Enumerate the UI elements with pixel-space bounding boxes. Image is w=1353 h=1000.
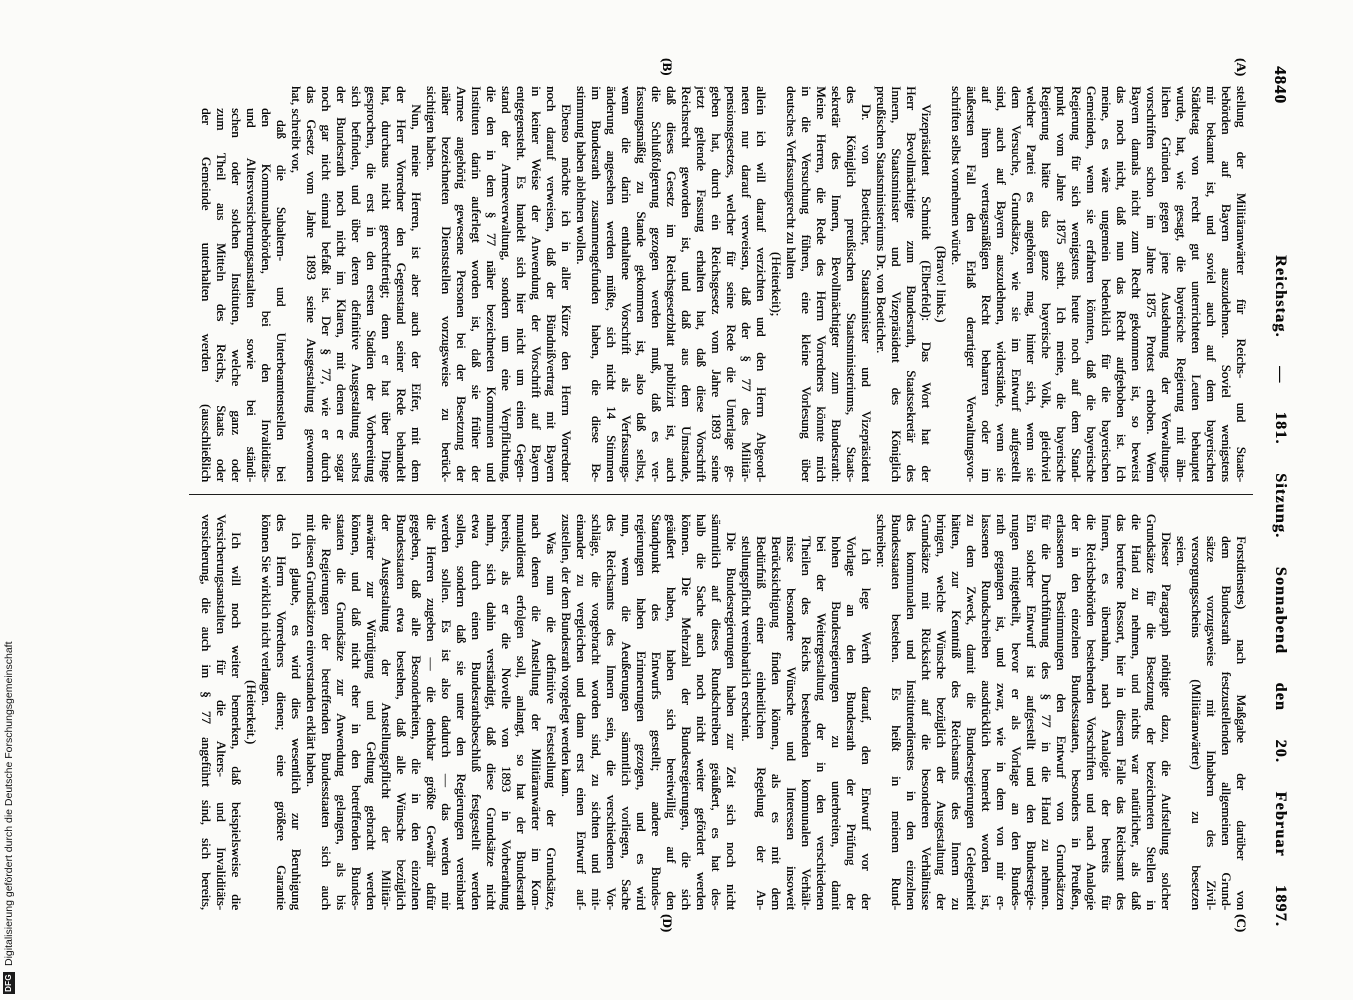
text-line: im Bundesrath zusammengefunden haben, die diese Be-	[589, 86, 604, 482]
text-line: bringen, welche Wünsche bezüglich der Ausgestaltung der	[934, 514, 949, 910]
paragraph	[874, 86, 934, 482]
text-line: das Gesetz vom Jahre 1893 seine Ausgestaltung gewonnen	[304, 86, 319, 482]
margin-mark-c: (C)	[1234, 914, 1249, 933]
text-line: punkt vom Jahre 1875 steht. Ich meine, die bayerische	[1054, 86, 1069, 482]
text-line: zustellen, der dem Bundesrath vorgelegt werden kann.	[559, 514, 574, 797]
text-line: Theilen des Reichs bestehenden kommunalen Verhält-	[799, 536, 814, 910]
text-line: deutsches Verfassungsrecht zu halten	[784, 86, 799, 279]
stage-direction: (Heiterkeit);	[769, 251, 784, 317]
text-line: des Königlich preußischen Staatsministeriums, Staats-	[844, 86, 859, 482]
text-line: gegeben, daß alle Besonderheiten, die in den einzelnen	[409, 514, 424, 910]
text-line: Ich lege Werth darauf, den Entwurf vor der	[859, 548, 874, 910]
text-line: wenn die darin enthaltene Vorschrift als Verfassungs-	[619, 86, 634, 482]
text-line: zu dem Zweck, damit die Bundesregierungen Gelegenheit	[964, 514, 979, 910]
text-line: Grundsätze für die Besetzung der bezeichneten Stellen in	[1144, 514, 1159, 910]
text-line: Städtetag von recht gut unterrichteten Leuten behauptet	[1189, 86, 1204, 482]
text-line: daß die Subaltern- und Unterbeamtenstellen bei	[274, 120, 289, 482]
text-line: mir bekannt ist, und soviel auch auf dem bayerischen	[1204, 86, 1219, 482]
paragraph	[874, 514, 1174, 910]
text-line: den Kommunalbehörden, bei den Invaliditäts-	[259, 108, 274, 482]
text-line: welcher Partei es angehören mag, hinter sich, wenn sie	[1024, 86, 1039, 482]
text-line: Herr Bevollmächtigte zum Bundesrath, Staatssekretär des	[904, 86, 919, 482]
text-line: Grundsätze mit Rücksicht auf die besonderen Verhältnisse	[919, 514, 934, 910]
text-line: sollen, sondern daß sie unter den Regierungen vereinbart	[454, 514, 469, 910]
credit-text: Digitalisierung gefördert durch die Deutsche Forschungsgemeinschaft	[3, 641, 15, 966]
page-number: 4840	[1271, 66, 1290, 104]
text-line: Ein solcher Entwurf ist aufgestellt und den Bundesregie-	[1024, 514, 1039, 910]
text-line: behörden auf Bayern auszudehnen. Soviel wenigstens	[1219, 86, 1234, 482]
text-line: werden sollen. Es ist also dadurch — das werden mir	[439, 514, 454, 910]
column-divider	[189, 494, 1253, 495]
paragraph	[259, 514, 304, 910]
text-line: Dr. von Boetticher, Staatsminister und Vizepräsident	[859, 104, 874, 482]
paragraph	[289, 86, 424, 482]
text-line: das noch nicht, daß nun das Recht aufgehoben ist. Ich	[1114, 86, 1129, 482]
text-line: preußischen Staatsministeriums Dr. von Boetticher.	[874, 86, 889, 354]
text-line: etwa durch einen Bundesrathsbeschluß festgestellt werden	[469, 514, 484, 910]
text-line: Innern, es übernahm, nach Analogie der bereits für	[1099, 514, 1114, 910]
text-line: Berücksichtigung finden können, als es mit dem	[769, 536, 784, 910]
text-line: nisse besondere Wünsche und Interessen insoweit	[784, 536, 799, 910]
text-line: versicherung, die auch im § 77 angeführt sind, sich bereits,	[199, 514, 214, 910]
paragraph	[304, 514, 559, 910]
paragraph	[424, 86, 574, 482]
text-line: einander zu vergleichen und dann erst einen Entwurf auf-	[574, 514, 589, 910]
text-line: Instituten darin auferlegt worden ist, daß sie früher der	[469, 86, 484, 482]
text-line: Standpunkt des Entwurfs gestellt; andere Bundes-	[649, 514, 664, 910]
text-line: der Bundesrath noch nicht im Klaren, mit denen er sogar	[334, 86, 349, 482]
text-line: Vizepräsident Schmidt (Elberfeld): Das Wort hat der	[919, 104, 934, 482]
text-line: munaldienst erfolgen soll, anlangt, so hat der Bundesrath	[514, 514, 529, 910]
text-line: Gemeinden, wenn sie erfahren könnten, daß die bayerische	[1084, 86, 1099, 482]
text-line: sichtigen haben.	[424, 86, 439, 171]
text-line: stand der Armeeverwaltung, sondern um eine Verpflichtung,	[499, 86, 514, 482]
text-line: die Hand zu nehmen, und nichts war natürlicher, als daß	[1129, 514, 1144, 910]
text-line: noch gar nicht einmal befaßt ist. Der § 77, wie er durch	[319, 86, 334, 482]
text-line: des Reichsamts des Innern sein, die verschiedenen Vor-	[604, 514, 619, 910]
text-line: Bundesstaaten etwa bestehen, daß alle Wünsche bezüglich	[394, 514, 409, 910]
text-line: geben hat, durch ein Reichsgesetz vom Jahre 1893 seine	[709, 86, 724, 482]
running-title: Reichstag. — 181. Sitzung. Sonnabend den 20. Februar 1897.	[1272, 255, 1289, 927]
left-column	[199, 86, 1249, 482]
text-line: änderung angesehen werden müßte, sich nicht 14 Stimmen	[604, 86, 619, 482]
text-line: bei der Weitergestaltung der in den verschiedenen	[814, 536, 829, 910]
margin-mark-b: (B)	[660, 58, 675, 76]
text-line: Versicherungsanstalten für die Alters- und Invaliditäts-	[214, 514, 229, 910]
text-line: noch darauf verweisen, daß der Bündnißvertrag mit Bayern	[544, 86, 559, 482]
text-line: regierungen haben Erinnerungen gezogen, und es wird	[634, 514, 649, 910]
text-line: sekretär des Innern, Bevollmächtigter zum Bundesrath:	[829, 86, 844, 482]
text-line: Ebenso möchte ich in aller Kürze den Herrn Vorredner	[559, 104, 574, 482]
text-line: sich befinden, und über deren definitive Ausgestaltung selbst	[349, 86, 364, 482]
text-line: der in den einzelnen Bundesstaaten, besonders in Preußen,	[1069, 514, 1084, 910]
text-line: entgegensteht. Es handelt sich hier nicht um einen Gegen-	[514, 86, 529, 482]
text-line: Dieser Paragraph nöthigte dazu, die Aufstellung solcher	[1159, 532, 1174, 910]
text-line: auf ihrem vertragsmäßigen Recht beharren oder im	[979, 86, 994, 482]
text-line: schläge, die vorgebracht worden sind, zu sichten und mit-	[589, 514, 604, 910]
text-line: Was nun die definitive Feststellung der Grundsätze,	[544, 532, 559, 910]
paragraph	[784, 86, 874, 482]
text-line: Forstdienstes) nach Maßgabe der darüber von	[1234, 536, 1249, 910]
text-line: daß dieses Gesetz im Reichsgesetzblatt publizirt ist, auch	[664, 86, 679, 482]
text-line: nun, wenn die Aeußerungen sämmtlich vorliegen, Sache	[619, 514, 634, 910]
text-line: mit diesen Grundsätzen einverstanden erklärt haben.	[304, 514, 319, 787]
paragraph	[949, 86, 1249, 482]
text-line: die Schlußfolgerung gezogen werden muß, daß es ver-	[649, 86, 664, 482]
text-line: für die Durchführung des § 77 in die Hand zu nehmen.	[1039, 514, 1054, 910]
text-line: fassungsmäßig zu Stande gekommen ist, also daß selbst,	[634, 86, 649, 482]
text-line: in keiner Weise der Anwendung der Vorschrift auf Bayern	[529, 86, 544, 482]
paragraph	[199, 514, 244, 910]
text-line: erlassenen Bestimmungen den Entwurf von Grundsätzen	[1054, 514, 1069, 910]
text-line: Reichsrecht geworden ist, und daß aus dem Umstande,	[679, 86, 694, 482]
text-line: Die Bundesregierungen haben zur Zeit sich noch nicht	[724, 532, 739, 910]
text-line: stellungspflicht vereinbarlich erscheint.	[739, 536, 754, 742]
text-line: anwärter zur Würdigung und Geltung gebracht werden	[364, 514, 379, 910]
text-line: geäußert haben, haben sich bereitwillig auf den	[664, 514, 679, 910]
text-line: bereits, als er die Novelle von 1893 in Vorberathung	[499, 514, 514, 910]
stage-direction: (Heiterkeit.)	[244, 680, 259, 744]
text-line: wurde, hat, wie gesagt, die bayerische Regierung mit ähn-	[1174, 86, 1189, 482]
text-line: Bundesstaaten bestehen. Es heißt in meinem Rund-	[889, 514, 904, 910]
text-line: in die Versuchung führen, eine kleine Vorlesung über	[799, 86, 814, 482]
text-line: schen oder solchen Instituten, welche ganz oder	[229, 108, 244, 482]
text-line: jetzt geltende Fassung erhalten hat, daß diese Vorschrift	[694, 86, 709, 482]
text-line: dem Bundesrath festzustellenden allgemeinen Grund-	[1219, 536, 1234, 910]
text-line: sätze vorzugsweise mit Inhabern des Zivil-	[1204, 536, 1219, 910]
text-line: der Gemeinde unterhalten werden (ausschließlich	[199, 108, 214, 482]
text-line: und Altersversicherungsanstalten sowie bei ständi-	[244, 108, 259, 482]
text-line: schreiben:	[874, 514, 889, 568]
text-line: stellung der Militäranwärter für Reichs- und Staats-	[1234, 86, 1249, 482]
text-line: können Sie wirklich nicht verlangen.	[259, 514, 274, 706]
text-line: hätten, zur Kenntniß des Reichsamts des Innern zu	[949, 514, 964, 910]
text-line: hat, durchaus nicht gerechtfertigt; denn er hat über Dinge	[379, 86, 394, 482]
quotation	[1174, 514, 1249, 910]
text-line: Vorlage an den Bundesrath der Prüfung der	[844, 536, 859, 910]
text-line: stimmung haben ablehnen wollen.	[574, 86, 589, 265]
text-line: die Herren zugeben — die denkbar größte Gewähr dafür	[424, 514, 439, 910]
paragraph	[559, 514, 739, 910]
text-line: Bedürfniß einer einheitlichen Regelung der An-	[754, 536, 769, 910]
text-line: das berufene Ressort, hier in diesem Falle das Reichsamt des	[1114, 514, 1129, 910]
text-line: Regierung für sich wenigstens heute noch auf dem Stand-	[1069, 86, 1084, 482]
text-line: des Herrn Vorredners dienen; eine größere Garantie	[274, 514, 289, 910]
digitization-credit	[2, 641, 16, 994]
text-line: die Reichsbehörden bestehenden Vorschriften und nach Analogie	[1084, 514, 1099, 910]
text-line: die den in dem § 77 näher bezeichneten Kommunen und	[484, 86, 499, 482]
margin-mark-d: (D)	[660, 914, 675, 933]
text-line: rungen mitgetheilt, bevor er als Vorlage an den Bundes-	[1009, 514, 1024, 910]
text-line: Meine Herren, die Rede des Herrn Vorredners könnte mich	[814, 86, 829, 482]
text-line: lichen Gründen gegen jene Ausdehnung der Verwaltungs-	[1159, 86, 1174, 482]
text-line: seien.	[1174, 536, 1189, 566]
text-line: versorgungsscheins (Militäranwärter) zu besetzen	[1189, 536, 1204, 910]
text-line: gesprochen, die erst in den ersten Stadien der Vorbereitung	[364, 86, 379, 482]
text-line: lassenen Rundschreiben ausdrücklich bemerkt worden ist,	[979, 514, 994, 910]
text-line: dem Versuche, Grundsätze, wie sie im Entwurf aufgestellt	[1009, 86, 1024, 482]
text-line: Innern, Staatsminister und Vizepräsident des Königlich	[889, 86, 904, 482]
text-line: Bayern damals nicht zum Recht gekommen ist, so beweist	[1129, 86, 1144, 482]
text-line: zum Theil aus Mitteln des Reichs, Staats oder	[214, 108, 229, 482]
text-line: halb die Sache auch noch nicht weiter gefördert werden	[694, 514, 709, 910]
quotation	[199, 86, 289, 482]
text-line: allein ich will darauf verzichten und den Herrn Abgeord-	[754, 86, 769, 482]
text-line: näher bezeichneten Dienststellen vorzugsweise zu berück-	[439, 86, 454, 482]
text-line: pensionsgesetzes, welcher für seine Rede die Unterlage ge-	[724, 86, 739, 482]
text-line: Ich will noch weiter bemerken, daß beispielsweise die	[229, 532, 244, 910]
quotation	[739, 514, 874, 910]
text-line: können, und daß nicht eher in den betreffenden Bundes-	[349, 514, 364, 910]
text-line: neten nur darauf verweisen, daß der § 77 des Militär-	[739, 86, 754, 482]
text-line: äußersten Fall den Erlaß derartiger Verwaltungsvor-	[964, 86, 979, 482]
text-line: meine, es wäre ungemein bedenklich für die bayerischen	[1099, 86, 1114, 482]
text-line: die Regierungen der betreffenden Bundesstaaten sich auch	[319, 514, 334, 910]
dfg-logo: DFG	[3, 972, 15, 994]
text-line: sind, auch auf Bayern auszudehnen, widerstände, wenn sie	[994, 86, 1009, 482]
text-line: des kommunalen und Institutendienstes in den einzelnen	[904, 514, 919, 910]
text-line: der Herr Vorredner den Gegenstand seiner Rede behandelt	[394, 86, 409, 482]
text-line: sämmtlich auf dieses Rundschreiben geäußert, es hat des-	[709, 514, 724, 910]
text-line: Ich glaube, es wird dies wesentlich zur Beruhigung	[289, 532, 304, 910]
text-line: können. Die Mehrzahl der Bundesregierungen, die sich	[679, 514, 694, 910]
text-line: Regierung hätte das ganze bayerische Volk, gleichviel	[1039, 86, 1054, 482]
stage-direction: (Bravo! links.)	[934, 245, 949, 323]
text-line: der Ausgestaltung der Anstellungspflicht der Militär-	[379, 514, 394, 910]
text-line: staaten die Grundsätze zur Anwendung gelangen, als bis	[334, 514, 349, 910]
text-line: nahm, sich dahin verständigt, daß diese Grundsätze nicht	[484, 514, 499, 910]
text-line: schriften selbst vornehmen würde.	[949, 86, 964, 266]
text-line: Armee angehörig gewesene Personen bei der Besetzung der	[454, 86, 469, 482]
text-line: hat, schreibt vor,	[289, 86, 304, 173]
text-line: rath gegangen ist, und zwar, wie in dem von mir er-	[994, 514, 1009, 910]
text-line: Nun, meine Herren, ist aber auch der Eifer, mit dem	[409, 104, 424, 482]
text-line: vorschriften schon im Jahre 1875 Protest erhoben. Wenn	[1144, 86, 1159, 482]
margin-mark-a: (A)	[1234, 58, 1249, 77]
paragraph	[574, 86, 769, 482]
text-line: nach denen die Anstellung der Militäranwärter im Kom-	[529, 514, 544, 910]
text-line: hohen Bundesregierungen zu unterbreiten, damit	[829, 536, 844, 910]
right-column	[199, 514, 1249, 910]
